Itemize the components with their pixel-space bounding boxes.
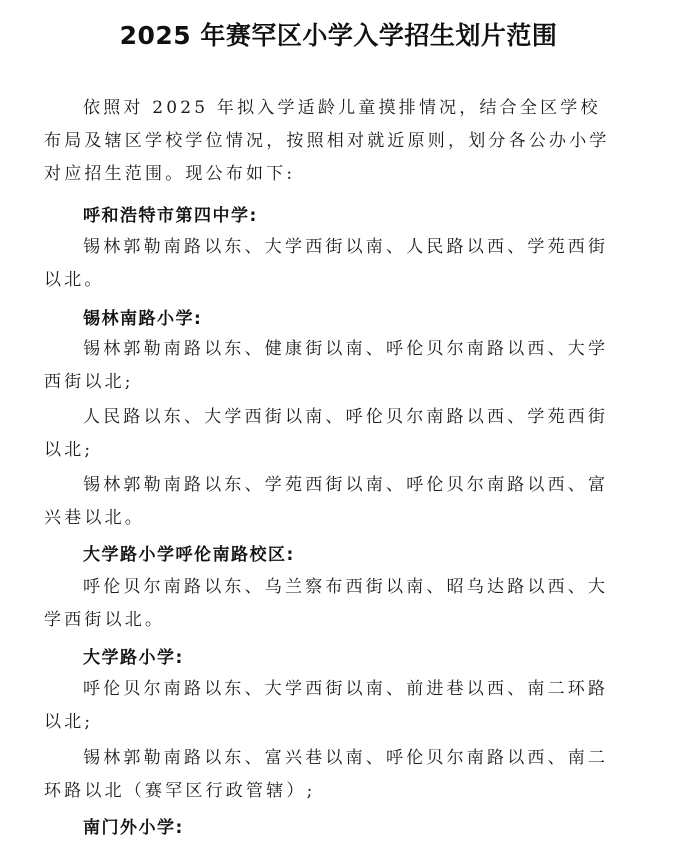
school-heading-si-zhong: 呼和浩特市第四中学: xyxy=(83,206,258,226)
school-area-paragraph: 呼伦贝尔南路以东、大学西街以南、前进巷以西、南二环路以北; xyxy=(44,679,609,732)
school-heading-xilin-nanlu: 锡林南路小学: xyxy=(83,309,203,329)
school-area-paragraph: 锡林郭勒南路以东、富兴巷以南、呼伦贝尔南路以西、南二环路以北（赛罕区行政管辖）; xyxy=(44,748,609,801)
school-area-paragraph: 锡林郭勒南路以东、大学西街以南、人民路以西、学苑西街以北。 xyxy=(44,237,609,290)
document-title: 2025 年赛罕区小学入学招生划片范围 xyxy=(119,21,558,50)
intro-paragraph: 依照对 2025 年拟入学适龄儿童摸排情况，结合全区学校布局及辖区学校学位情况，按照相对就近原则，划分各公办小学对应招生范围。现公布如下: xyxy=(44,98,610,184)
school-heading-daxuelu: 大学路小学: xyxy=(83,648,184,668)
school-area-paragraph: 人民路以东、大学西街以南、呼伦贝尔南路以西、学苑西街以北; xyxy=(44,407,609,460)
school-area-paragraph: 锡林郭勒南路以东、学苑西街以南、呼伦贝尔南路以西、富兴巷以北。 xyxy=(44,475,609,528)
school-heading-nanmenwai: 南门外小学: xyxy=(83,818,184,838)
school-heading-daxuelu-hulun-campus: 大学路小学呼伦南路校区: xyxy=(83,545,295,565)
school-area-paragraph: 锡林郭勒南路以东、健康街以南、呼伦贝尔南路以西、大学西街以北; xyxy=(44,339,609,392)
school-area-paragraph: 呼伦贝尔南路以东、乌兰察布西街以南、昭乌达路以西、大学西街以北。 xyxy=(44,577,609,630)
